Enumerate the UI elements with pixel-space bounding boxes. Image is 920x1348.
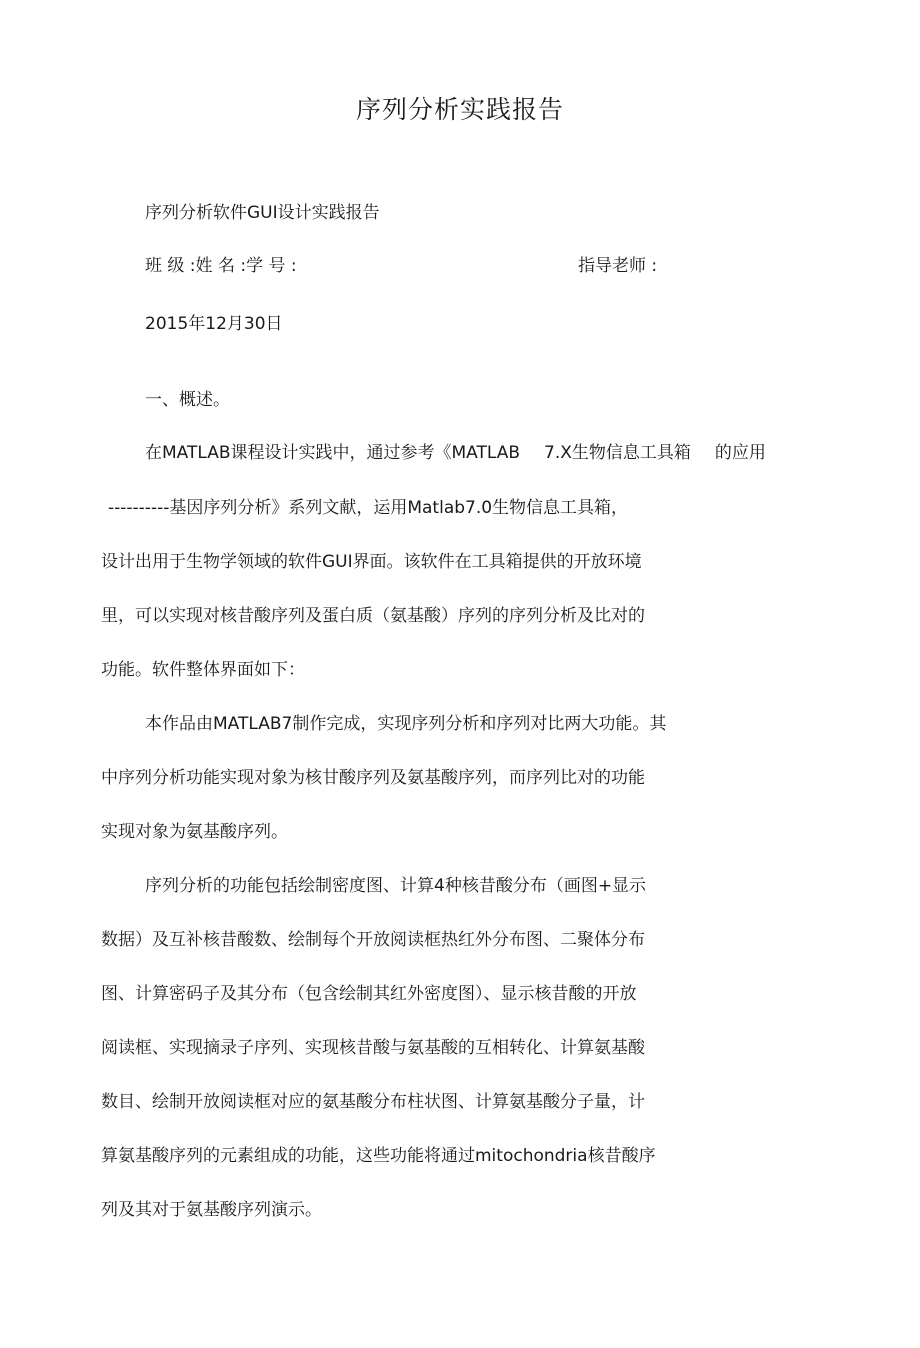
report-date: 2015年12月30日	[145, 314, 283, 334]
section-heading: 一、概述。	[145, 390, 230, 410]
meta-info-row	[145, 255, 705, 277]
report-subtitle: 序列分析软件GUI设计实践报告	[145, 203, 380, 223]
student-id-label: 学 号 :	[246, 256, 297, 276]
paragraph-line: 序列分析的功能包括绘制密度图、计算4种核昔酸分布（画图+显示	[145, 876, 647, 896]
paragraph-line: 里，可以实现对核昔酸序列及蛋白质（氨基酸）序列的序列分析及比对的	[101, 606, 645, 626]
paragraph-line: 实现对象为氨基酸序列。	[101, 822, 288, 842]
paragraph-line: 数目、绘制开放阅读框对应的氨基酸分布柱状图、计算氨基酸分子量，计	[101, 1092, 645, 1112]
paragraph-line: 图、计算密码子及其分布（包含绘制其红外密度图）、显示核昔酸的开放	[101, 984, 637, 1004]
paragraph-line: 阅读框、实现摘录子序列、实现核昔酸与氨基酸的互相转化、计算氨基酸	[101, 1038, 645, 1058]
paragraph-line: 本作品由MATLAB7制作完成，实现序列分析和序列对比两大功能。其	[145, 714, 667, 734]
paragraph-line: 中序列分析功能实现对象为核甘酸序列及氨基酸序列，而序列比对的功能	[101, 768, 645, 788]
text-segment: 在MATLAB课程设计实践中，通过参考《MATLAB	[145, 443, 521, 463]
paragraph-line: 功能。软件整体界面如下：	[101, 660, 305, 680]
paragraph-line	[145, 442, 766, 464]
name-label: 姓 名 :	[195, 256, 247, 276]
teacher-label: 指导老师 :	[578, 256, 658, 276]
paragraph-line: 列及其对于氨基酸序列演示。	[101, 1200, 322, 1220]
paragraph-line: 设计出用于生物学领域的软件GUI界面。该软件在工具箱提供的开放环境	[101, 552, 642, 572]
paragraph-line: 数据）及互补核昔酸数、绘制每个开放阅读框热红外分布图、二聚体分布	[101, 930, 645, 950]
paragraph-line: ----------基因序列分析》系列文献，运用Matlab7.0生物信息工具箱，	[108, 498, 629, 518]
paragraph-line: 算氨基酸序列的元素组成的功能，这些功能将通过mitochondria核昔酸序	[101, 1146, 656, 1166]
page-title: 序列分析实践报告	[355, 95, 564, 124]
class-label: 班 级 :	[145, 256, 196, 276]
text-segment: 7.X生物信息工具箱	[544, 443, 691, 463]
text-segment: 的应用	[714, 443, 766, 463]
